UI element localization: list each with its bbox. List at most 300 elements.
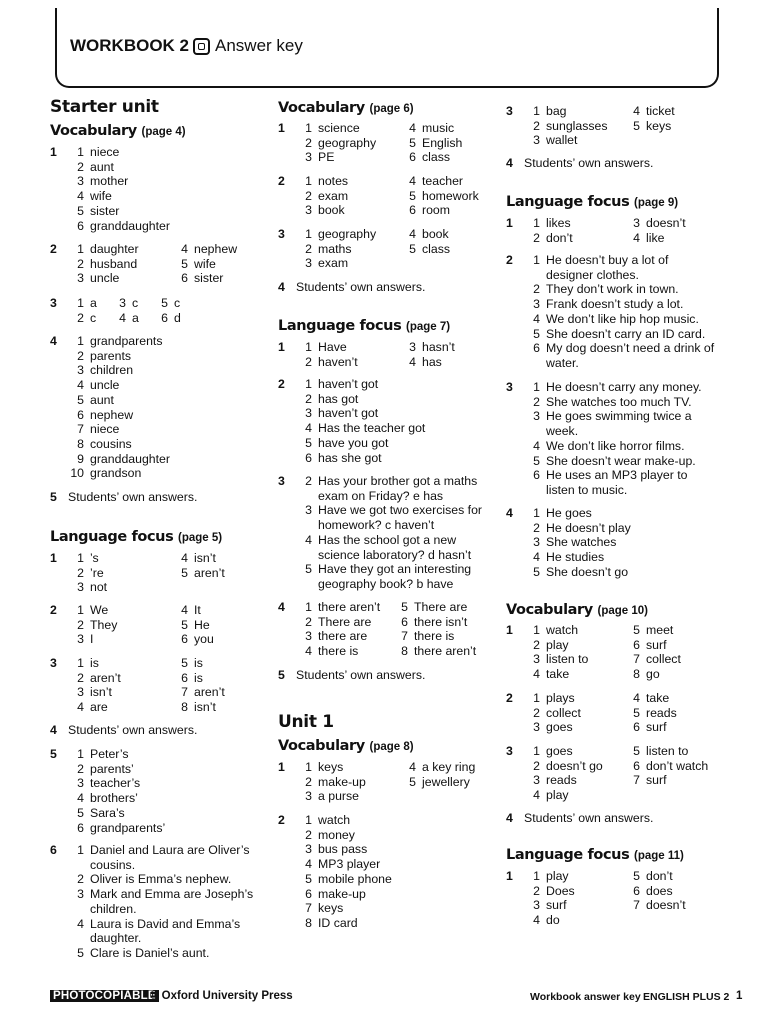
answer-text: there are xyxy=(318,629,368,644)
answer-text: Has your brother got a maths exam on Friday? e has xyxy=(318,474,478,503)
exercise-number xyxy=(278,392,296,407)
answer-row xyxy=(50,671,265,686)
item-number: 4 xyxy=(409,121,416,135)
answer-cell xyxy=(172,632,214,647)
answer-text: He xyxy=(194,617,210,632)
answer-cell xyxy=(296,629,392,644)
answer-row xyxy=(50,566,265,581)
answer-pair xyxy=(296,789,422,804)
answer-text: take xyxy=(546,667,570,682)
answer-text: Has the school got a new science laboratory? d hasn’t xyxy=(318,532,472,562)
item-number: 3 xyxy=(533,535,540,550)
answer-row xyxy=(506,884,716,899)
item-number: 6 xyxy=(181,670,188,685)
answer-pair xyxy=(524,667,660,682)
item-number: 2 xyxy=(533,520,540,535)
answer-row xyxy=(50,408,265,423)
exercise-number xyxy=(506,706,524,721)
answer-cell xyxy=(68,242,172,257)
answer-cell xyxy=(392,629,454,644)
answer-text: aunt xyxy=(90,392,114,407)
answer-text: there is xyxy=(318,644,359,659)
exercise-number: 2 xyxy=(278,813,285,827)
item-number: 6 xyxy=(401,614,408,629)
exercise-block xyxy=(506,691,716,735)
item-number: 3 xyxy=(633,216,640,230)
answer-cell xyxy=(524,231,624,246)
answer-pair xyxy=(296,121,454,136)
item-number: 1 xyxy=(305,760,312,774)
item-number: 3 xyxy=(533,652,540,667)
answer-text: aren’t xyxy=(194,565,225,580)
answer-row xyxy=(50,160,265,175)
answer-row xyxy=(278,436,498,451)
item-number: 5 xyxy=(409,241,416,256)
item-number: 5 xyxy=(533,564,540,579)
answer-text: plays xyxy=(546,691,575,705)
exercise-block xyxy=(506,869,716,928)
answer-text: isn’t xyxy=(194,700,216,715)
item-number: 5 xyxy=(77,805,84,820)
answer-text: Students’ own answers. xyxy=(524,811,654,825)
item-number: 6 xyxy=(181,632,188,647)
answer-text: Frank doesn’t study a lot. xyxy=(546,297,684,312)
answer-text: reads xyxy=(546,773,577,788)
answer-text: grandparents’ xyxy=(90,820,166,835)
answer-text: Have we got two exercises for homework? c haven’t xyxy=(318,503,483,533)
item-number: 5 xyxy=(77,392,84,407)
answer-row xyxy=(278,644,498,659)
answer-row xyxy=(278,474,498,503)
answer-pair xyxy=(524,119,671,134)
answer-row xyxy=(50,700,265,715)
answer-cell xyxy=(172,700,216,715)
answer-text: bag xyxy=(546,104,567,118)
exercise-number: 3 xyxy=(278,227,285,241)
answer-row xyxy=(278,760,498,775)
answer-text: wife xyxy=(194,256,216,271)
answer-cell xyxy=(172,656,203,671)
exercise-number xyxy=(278,503,296,532)
item-number: 3 xyxy=(77,174,84,189)
item-number: 3 xyxy=(77,887,84,902)
answer-cell xyxy=(624,759,708,774)
item-number xyxy=(400,789,422,804)
answer-cell xyxy=(68,580,172,595)
answer-cell xyxy=(296,600,392,615)
answer-text: He goes xyxy=(546,506,592,520)
answer-cell xyxy=(624,720,667,735)
item-number: 1 xyxy=(305,340,312,354)
answer-cell xyxy=(296,136,400,151)
answer-cell xyxy=(524,744,624,759)
item-number: 5 xyxy=(409,774,416,789)
item-number: 3 xyxy=(305,789,312,804)
answer-row xyxy=(50,393,265,408)
answer-text: money xyxy=(318,827,355,842)
exercise-number xyxy=(278,256,296,271)
answer-pair xyxy=(296,600,467,615)
answer-row xyxy=(50,296,265,311)
exercise-number xyxy=(278,828,296,843)
exercise-block xyxy=(506,253,716,371)
answer-row xyxy=(278,887,498,902)
exercise-number xyxy=(278,872,296,887)
item-number: 1 xyxy=(305,121,312,135)
answer-cell xyxy=(296,150,400,165)
item-number: 7 xyxy=(181,685,188,700)
answer-text: are xyxy=(90,700,108,715)
exercise-number xyxy=(50,189,68,204)
item-number: 1 xyxy=(533,253,540,267)
answer-text: niece xyxy=(90,145,120,159)
exercise-number: 2 xyxy=(506,691,513,705)
answer-text: She watches too much TV. xyxy=(546,394,692,409)
answer-text: My dog doesn’t need a drink of water. xyxy=(546,341,715,370)
answer-row xyxy=(50,490,265,505)
item-number: 1 xyxy=(77,296,84,310)
exercise-block xyxy=(50,334,265,481)
answer-text: sunglasses xyxy=(546,118,608,133)
answer-row xyxy=(278,242,498,257)
answer-pair xyxy=(68,700,216,715)
answer-row xyxy=(50,917,265,946)
answer-cell xyxy=(524,216,624,231)
answer-text: geography xyxy=(318,135,377,150)
answer-text: wallet xyxy=(546,133,578,148)
answer-text: daughter xyxy=(90,242,139,256)
answer-text: listen to xyxy=(546,652,589,667)
exercise-block xyxy=(50,656,265,715)
item-number: 2 xyxy=(305,774,312,789)
answer-text: Mark and Emma are Joseph’s children. xyxy=(90,887,254,916)
exercise-number xyxy=(50,685,68,700)
answer-row xyxy=(506,409,716,438)
exercise-block xyxy=(278,227,498,271)
item-number: 6 xyxy=(77,218,84,233)
answer-text: watch xyxy=(546,623,579,637)
exercise-block xyxy=(50,843,265,961)
answer-text: Students’ own answers. xyxy=(296,280,426,294)
section-heading: Language focus (page 9) xyxy=(506,194,679,210)
item-number: 10 xyxy=(70,466,84,481)
item-number: 6 xyxy=(633,758,640,773)
answer-row xyxy=(506,341,716,370)
answer-pair xyxy=(296,644,476,659)
answer-pair xyxy=(68,632,214,647)
answer-text: She doesn’t carry an ID card. xyxy=(546,326,706,341)
answer-text: mobile phone xyxy=(318,871,392,886)
answer-text: uncle xyxy=(90,271,120,286)
answer-text: Peter’s xyxy=(90,747,129,761)
answer-cell xyxy=(392,615,467,630)
answer-cell xyxy=(172,551,216,566)
answer-cell xyxy=(624,638,667,653)
answer-row xyxy=(506,773,716,788)
answer-text: homework xyxy=(422,188,479,203)
page-number: 1 xyxy=(736,990,743,1002)
exercise-number xyxy=(506,913,524,928)
answer-text: surf xyxy=(546,898,567,913)
answer-row xyxy=(506,535,716,550)
answer-row xyxy=(506,454,716,469)
answer-cell xyxy=(296,644,392,659)
answer-text: c xyxy=(174,296,181,310)
exercise-number xyxy=(278,355,296,370)
answer-text: room xyxy=(422,203,451,218)
answer-row xyxy=(50,242,265,257)
exercise-number xyxy=(50,393,68,408)
answer-text: surf xyxy=(646,637,667,652)
answer-row xyxy=(506,104,716,119)
answer-cell xyxy=(624,104,675,119)
item-number: 3 xyxy=(533,409,540,424)
answer-pair xyxy=(524,231,664,246)
item-number: 5 xyxy=(401,600,408,614)
item-number: 8 xyxy=(305,915,312,930)
item-number: 6 xyxy=(633,720,640,735)
section-heading: Vocabulary (page 4) xyxy=(50,123,186,139)
item-number: 3 xyxy=(77,685,84,700)
answer-row xyxy=(278,872,498,887)
exercise-number xyxy=(506,297,524,312)
exercise-number xyxy=(50,700,68,715)
answer-row xyxy=(50,806,265,821)
item-number: 3 xyxy=(305,203,312,218)
item-number: 7 xyxy=(633,652,640,667)
answer-text: isn’t xyxy=(194,551,216,565)
exercise-number: 1 xyxy=(278,121,285,135)
answer-text: grandparents xyxy=(90,334,163,348)
exercise-number: 3 xyxy=(50,656,57,670)
exercise-number: 4 xyxy=(506,156,513,170)
exercise-block xyxy=(506,744,716,803)
exercise-number xyxy=(278,629,296,644)
exercise-number xyxy=(506,667,524,682)
answer-text: nephew xyxy=(90,407,134,422)
exercise-block xyxy=(278,760,498,804)
item-number: 1 xyxy=(533,869,540,883)
publisher-credit: © Oxford University Press xyxy=(150,990,293,1002)
exercise-number xyxy=(506,521,524,536)
item-number: 3 xyxy=(77,580,84,595)
answer-text: is xyxy=(90,656,99,670)
exercise-number xyxy=(50,762,68,777)
answer-pair xyxy=(68,257,216,272)
answer-row xyxy=(50,466,265,481)
answer-row xyxy=(50,723,265,738)
item-number: 2 xyxy=(77,617,84,632)
answer-cell xyxy=(524,133,624,148)
answer-cell xyxy=(68,257,172,272)
answer-cell xyxy=(624,884,673,899)
answer-text: play xyxy=(546,637,569,652)
item-number: 1 xyxy=(77,656,84,670)
item-number: 4 xyxy=(533,913,540,928)
exercise-number xyxy=(506,454,524,469)
item-number: 9 xyxy=(77,451,84,466)
answer-pair xyxy=(68,242,237,257)
answer-cell xyxy=(400,789,422,804)
answer-row xyxy=(278,615,498,630)
exercise-number xyxy=(50,271,68,286)
answer-cell xyxy=(624,898,686,913)
answer-text: children xyxy=(90,363,134,378)
exercise-number xyxy=(50,160,68,175)
exercise-number xyxy=(278,136,296,151)
answer-row xyxy=(506,216,716,231)
answer-cell xyxy=(110,296,152,311)
answer-key-label: Answer key xyxy=(215,36,303,55)
exercise-block xyxy=(50,723,265,738)
answer-text: I xyxy=(90,632,94,647)
answer-cell xyxy=(296,340,400,355)
answer-row xyxy=(278,775,498,790)
workbook-icon xyxy=(193,38,210,55)
exercise-number: 1 xyxy=(50,145,57,159)
answer-text: niece xyxy=(90,422,120,437)
item-number: 3 xyxy=(305,842,312,857)
answer-row xyxy=(278,789,498,804)
answer-text: hasn’t xyxy=(422,340,455,354)
exercise-block xyxy=(50,747,265,835)
answer-cell xyxy=(400,256,422,271)
page-title xyxy=(70,36,303,56)
exercise-number: 2 xyxy=(506,253,513,267)
item-number: 4 xyxy=(77,378,84,393)
answer-text: a xyxy=(90,296,97,310)
answer-cell xyxy=(172,603,201,618)
exercise-block xyxy=(278,280,498,295)
item-number: 8 xyxy=(77,436,84,451)
answer-cell xyxy=(172,685,225,700)
item-number: 3 xyxy=(305,406,312,421)
answer-text: aunt xyxy=(90,159,114,174)
item-number: 1 xyxy=(533,623,540,637)
exercise-block xyxy=(278,377,498,465)
item-number: 5 xyxy=(533,453,540,468)
answer-cell xyxy=(68,271,172,286)
answer-pair xyxy=(524,104,675,119)
answer-pair xyxy=(296,615,467,630)
item-number: 2 xyxy=(305,827,312,842)
answer-text: They xyxy=(90,617,118,632)
exercise-number: 4 xyxy=(50,723,57,737)
item-number: 5 xyxy=(409,188,416,203)
item-number: 6 xyxy=(181,271,188,286)
answer-cell xyxy=(400,242,450,257)
exercise-block xyxy=(50,296,265,325)
exercise-number: 2 xyxy=(278,377,285,391)
answer-row xyxy=(50,551,265,566)
exercise-number: 2 xyxy=(50,242,57,256)
answer-pair xyxy=(296,242,450,257)
exercise-number xyxy=(278,615,296,630)
answer-row xyxy=(278,280,498,295)
answer-row xyxy=(506,297,716,312)
item-number: 3 xyxy=(409,340,416,354)
answer-row xyxy=(506,468,716,497)
answer-text: geography xyxy=(318,227,377,241)
answer-pair xyxy=(524,652,681,667)
exercise-number xyxy=(50,204,68,219)
answer-text: is xyxy=(194,656,203,670)
answer-text: don’t watch xyxy=(646,758,709,773)
answer-cell xyxy=(524,667,624,682)
item-number: 6 xyxy=(161,310,168,325)
answer-text: doesn’t xyxy=(646,898,686,913)
answer-text: go xyxy=(646,667,660,682)
exercise-number xyxy=(506,535,524,550)
answer-text: Oliver is Emma’s nephew. xyxy=(90,872,232,887)
answer-pair xyxy=(296,189,479,204)
exercise-number xyxy=(50,806,68,821)
answer-text: We xyxy=(90,603,109,617)
item-number: 4 xyxy=(633,230,640,245)
exercise-block xyxy=(50,145,265,233)
exercise-number xyxy=(278,406,296,421)
answer-cell xyxy=(172,257,216,272)
exercise-number: 1 xyxy=(506,869,513,883)
answer-pair xyxy=(524,913,646,928)
exercise-number: 3 xyxy=(50,296,57,310)
item-number: 3 xyxy=(77,363,84,378)
exercise-number xyxy=(278,533,296,562)
exercise-number xyxy=(278,189,296,204)
answer-pair xyxy=(524,720,667,735)
answer-cell xyxy=(624,744,688,759)
answer-row xyxy=(278,203,498,218)
answer-text: has she got xyxy=(318,450,382,465)
item-number: 1 xyxy=(533,104,540,118)
item-number: 2 xyxy=(533,637,540,652)
exercise-block xyxy=(278,121,498,165)
exercise-number xyxy=(506,119,524,134)
answer-pair xyxy=(524,884,673,899)
answer-cell xyxy=(400,760,475,775)
answer-text: maths xyxy=(318,241,352,256)
item-number: 3 xyxy=(305,150,312,165)
answer-text: do xyxy=(546,913,560,928)
answer-text: make-up xyxy=(318,886,366,901)
answer-row xyxy=(50,422,265,437)
answer-row xyxy=(50,747,265,762)
exercise-block xyxy=(278,668,498,683)
answer-pair xyxy=(296,760,475,775)
answer-row xyxy=(506,744,716,759)
answer-text: grandson xyxy=(90,466,142,481)
answer-row xyxy=(278,562,498,591)
item-number: 2 xyxy=(305,391,312,406)
item-number: 1 xyxy=(77,242,84,256)
item-number: 5 xyxy=(181,617,188,632)
answer-cell xyxy=(68,618,172,633)
exercise-number: 1 xyxy=(278,340,285,354)
answer-row xyxy=(506,720,716,735)
answer-row xyxy=(278,136,498,151)
answer-text: Daniel and Laura are Oliver’s cousins. xyxy=(90,843,250,872)
answer-row xyxy=(50,843,265,872)
answer-text: She doesn’t go xyxy=(546,564,629,579)
item-number: 1 xyxy=(305,600,312,614)
answer-pair xyxy=(296,150,450,165)
exercise-number xyxy=(50,671,68,686)
answer-cell xyxy=(624,706,677,721)
answer-row xyxy=(278,174,498,189)
item-number: 4 xyxy=(409,354,416,369)
item-number: 4 xyxy=(533,311,540,326)
exercise-number xyxy=(278,150,296,165)
